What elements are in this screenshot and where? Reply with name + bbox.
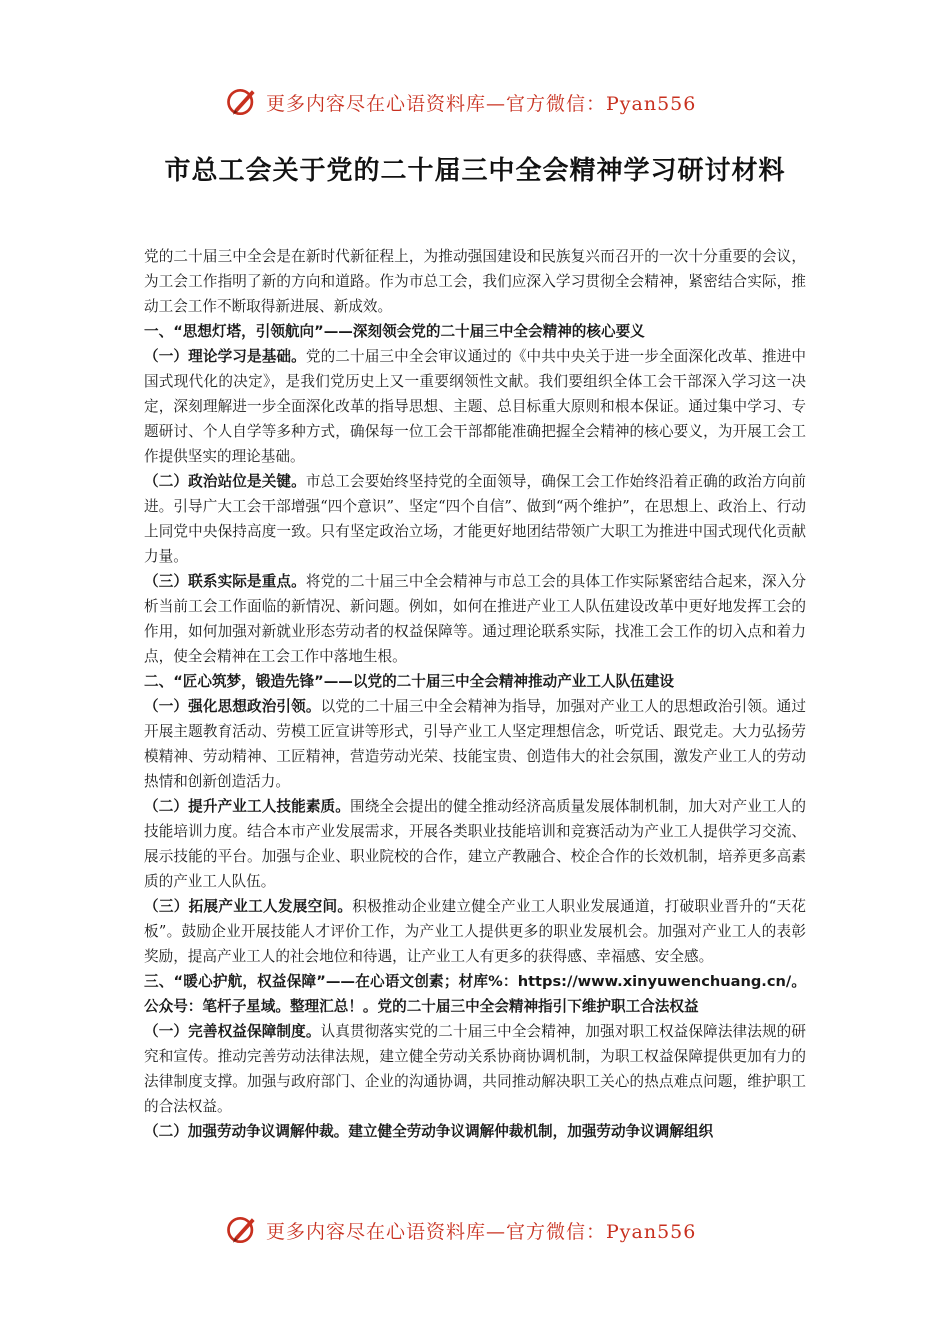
paragraph-text: 将党的二十届三中全会精神与市总工会的具体工作实际紧密结合起来，深入分析当前工会工作面临的新情况、新问题。例如，如何在推进产业工人队伍建设改革中更好地发挥工会的作用，如何加强对新就业形态劳动者的权益保障等。通过理论联系实际，找准工会工作的切入点和着力点，使全会精神在工会工作中落地生根。 bbox=[144, 573, 806, 665]
paragraph-text: 以党的二十届三中全会精神为指导，加强对产业工人的思想政治引领。通过开展主题教育活动、劳模工匠宣讲等形式，引导产业工人坚定理想信念，听党话、跟党走。大力弘扬劳模精神、劳动精神、工匠精神，营造劳动光荣、技能宝贵、创造伟大的社会氛围，激发产业工人的劳动热情和创新创造活力。 bbox=[144, 698, 806, 790]
paragraph-text: 建立健全劳动争议调解仲裁机制，加强劳动争议调解组织 bbox=[348, 1123, 714, 1140]
paragraph-text: 认真贯彻落实党的二十届三中全会精神，加强对职工权益保障法律法规的研究和宣传。推动完善劳动法律法规，建立健全劳动关系协商协调机制，为职工权益保障提供更加有力的法律制度支撑。加强与政府部门、企业的沟通协调，共同推动解决职工关心的热点难点问题，维护职工的合法权益。 bbox=[144, 1023, 806, 1115]
paragraph bbox=[144, 1119, 806, 1144]
header-banner bbox=[224, 84, 744, 120]
paragraph bbox=[144, 694, 806, 794]
paragraph bbox=[144, 344, 806, 469]
paragraph-lead: （二）加强劳动争议调解仲裁。 bbox=[144, 1123, 349, 1140]
paragraph-text: 市总工会要始终坚持党的全面领导，确保工会工作始终沿着正确的政治方向前进。引导广大工会干部增强“四个意识”、坚定“四个自信”、做到“两个维护”，在思想上、政治上、行动上同党中央保持高度一致。只有坚定政治立场，才能更好地团结带领广大职工为推进中国式现代化贡献力量。 bbox=[144, 473, 806, 565]
paragraph-lead: （三）联系实际是重点。 bbox=[144, 573, 306, 590]
section-heading-2: 二、“匠心筑梦，锻造先锋”——以党的二十届三中全会精神推动产业工人队伍建设 bbox=[144, 673, 674, 690]
paragraph bbox=[144, 894, 806, 969]
pen-logo-icon bbox=[224, 1212, 260, 1248]
paragraph bbox=[144, 569, 806, 669]
paragraph-lead: （一）强化思想政治引领。 bbox=[144, 698, 321, 715]
paragraph bbox=[144, 469, 806, 569]
header-banner-text: 更多内容尽在心语资料库—官方微信：Pyan556 bbox=[266, 92, 697, 115]
page-title: 市总工会关于党的二十届三中全会精神学习研讨材料 bbox=[164, 156, 786, 186]
paragraph bbox=[144, 794, 806, 894]
paragraph bbox=[144, 1019, 806, 1119]
paragraph-lead: （一）理论学习是基础。 bbox=[144, 348, 306, 365]
paragraph-lead: （一）完善权益保障制度。 bbox=[144, 1023, 321, 1040]
section-heading-3: 三、“暖心护航，权益保障”——在心语文创素；材库%：https://www.xinyuwenchuang.cn/。公众号：笔杆子星域。整理汇总！。党的二十届三中全会精神指引下维护职工合法权益 bbox=[144, 973, 806, 1015]
document-body bbox=[144, 244, 806, 1144]
footer-banner bbox=[224, 1212, 744, 1248]
intro-paragraph: 党的二十届三中全会是在新时代新征程上，为推动强国建设和民族复兴而召开的一次十分重要的会议，为工会工作指明了新的方向和道路。作为市总工会，我们应深入学习贯彻全会精神，紧密结合实际，推动工会工作不断取得新进展、新成效。 bbox=[144, 248, 806, 315]
paragraph-text: 党的二十届三中全会审议通过的《中共中央关于进一步全面深化改革、推进中国式现代化的决定》，是我们党历史上又一重要纲领性文献。我们要组织全体工会干部深入学习这一决定，深刻理解进一步全面深化改革的指导思想、主题、总目标重大原则和根本保证。通过集中学习、专题研讨、个人自学等多种方式，确保每一位工会干部都能准确把握全会精神的核心要义，为开展工会工作提供坚实的理论基础。 bbox=[144, 348, 806, 465]
paragraph-lead: （二）政治站位是关键。 bbox=[144, 473, 306, 490]
pen-logo-icon bbox=[224, 84, 260, 120]
paragraph-text: 积极推动企业建立健全产业工人职业发展通道，打破职业晋升的“天花板”。鼓励企业开展技能人才评价工作，为产业工人提供更多的职业发展机会。加强对产业工人的表彰奖励，提高产业工人的社会地位和待遇，让产业工人有更多的获得感、幸福感、安全感。 bbox=[144, 898, 806, 965]
paragraph-lead: （三）拓展产业工人发展空间。 bbox=[144, 898, 353, 915]
paragraph-lead: （二）提升产业工人技能素质。 bbox=[144, 798, 350, 815]
paragraph-text: 围绕全会提出的健全推动经济高质量发展体制机制，加大对产业工人的技能培训力度。结合本市产业发展需求，开展各类职业技能培训和竞赛活动为产业工人提供学习交流、展示技能的平台。加强与企业、职业院校的合作，建立产教融合、校企合作的长效机制，培养更多高素质的产业工人队伍。 bbox=[144, 798, 806, 890]
footer-banner-text: 更多内容尽在心语资料库—官方微信：Pyan556 bbox=[266, 1220, 697, 1243]
section-heading-1: 一、“思想灯塔，引领航向”——深刻领会党的二十届三中全会精神的核心要义 bbox=[144, 323, 645, 340]
